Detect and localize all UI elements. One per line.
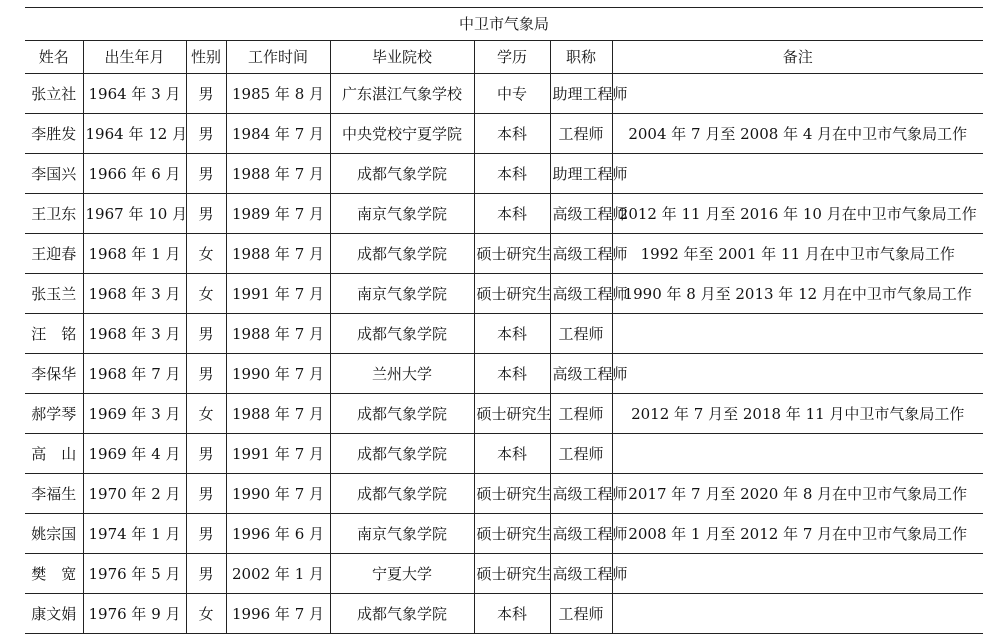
cell-gender: 女 [186,394,226,434]
table-row [25,514,983,554]
table-row [25,234,983,274]
cell-name: 姚宗国 [25,514,83,554]
cell-school: 成都气象学院 [330,314,474,354]
table-row [25,194,983,234]
cell-work-start: 2002 年 1 月 [226,554,330,594]
cell-name: 李国兴 [25,154,83,194]
cell-gender: 男 [186,354,226,394]
cell-school: 成都气象学院 [330,154,474,194]
cell-title: 工程师 [550,314,612,354]
cell-note [612,354,983,394]
cell-work-start: 1985 年 8 月 [226,74,330,114]
cell-name: 李保华 [25,354,83,394]
cell-title: 高级工程师 [550,274,612,314]
document-page [25,7,983,634]
cell-title: 工程师 [550,394,612,434]
cell-gender: 男 [186,434,226,474]
cell-name: 李福生 [25,474,83,514]
cell-note: 2004 年 7 月至 2008 年 4 月在中卫市气象局工作 [612,114,983,154]
cell-title: 助理工程师 [550,74,612,114]
cell-birth: 1968 年 1 月 [83,234,186,274]
cell-title: 工程师 [550,114,612,154]
cell-work-start: 1988 年 7 月 [226,314,330,354]
cell-school: 南京气象学院 [330,514,474,554]
cell-education: 中专 [474,74,550,114]
cell-gender: 男 [186,474,226,514]
table-row [25,114,983,154]
cell-school: 南京气象学院 [330,194,474,234]
table-caption-row [25,8,983,41]
cell-gender: 男 [186,154,226,194]
cell-title: 高级工程师 [550,354,612,394]
cell-name: 郝学琴 [25,394,83,434]
cell-work-start: 1989 年 7 月 [226,194,330,234]
table-row [25,554,983,594]
cell-school: 南京气象学院 [330,274,474,314]
table-row [25,394,983,434]
cell-note [612,154,983,194]
table-body [25,74,983,634]
cell-education: 硕士研究生 [474,274,550,314]
header-title: 职称 [550,41,612,74]
cell-birth: 1969 年 4 月 [83,434,186,474]
cell-name: 汪 铭 [25,314,83,354]
cell-gender: 女 [186,234,226,274]
cell-birth: 1968 年 3 月 [83,314,186,354]
cell-school: 中央党校宁夏学院 [330,114,474,154]
cell-birth: 1967 年 10 月 [83,194,186,234]
table-row [25,594,983,634]
table-row [25,474,983,514]
cell-birth: 1964 年 3 月 [83,74,186,114]
cell-note [612,434,983,474]
cell-name: 樊 宽 [25,554,83,594]
header-note: 备注 [612,41,983,74]
cell-education: 本科 [474,194,550,234]
header-birth: 出生年月 [83,41,186,74]
cell-note: 2012 年 7 月至 2018 年 11 月中卫市气象局工作 [612,394,983,434]
header-gender: 性别 [186,41,226,74]
cell-gender: 男 [186,554,226,594]
header-name: 姓名 [25,41,83,74]
cell-note [612,554,983,594]
header-work-start: 工作时间 [226,41,330,74]
cell-note: 2012 年 11 月至 2016 年 10 月在中卫市气象局工作 [612,194,983,234]
cell-name: 康文娟 [25,594,83,634]
cell-title: 高级工程师 [550,474,612,514]
cell-school: 广东湛江气象学校 [330,74,474,114]
cell-education: 本科 [474,434,550,474]
cell-education: 本科 [474,594,550,634]
cell-school: 成都气象学院 [330,434,474,474]
cell-education: 本科 [474,354,550,394]
cell-school: 宁夏大学 [330,554,474,594]
cell-birth: 1976 年 9 月 [83,594,186,634]
table-row [25,74,983,114]
header-education: 学历 [474,41,550,74]
cell-school: 成都气象学院 [330,474,474,514]
cell-work-start: 1990 年 7 月 [226,354,330,394]
table-header-row [25,41,983,74]
cell-work-start: 1988 年 7 月 [226,234,330,274]
cell-education: 硕士研究生 [474,474,550,514]
cell-work-start: 1991 年 7 月 [226,434,330,474]
cell-work-start: 1996 年 7 月 [226,594,330,634]
table-row [25,274,983,314]
cell-education: 硕士研究生 [474,554,550,594]
cell-school: 成都气象学院 [330,234,474,274]
cell-gender: 男 [186,314,226,354]
cell-name: 王卫东 [25,194,83,234]
cell-gender: 男 [186,514,226,554]
cell-education: 本科 [474,114,550,154]
cell-education: 本科 [474,314,550,354]
cell-note [612,74,983,114]
cell-name: 王迎春 [25,234,83,274]
cell-work-start: 1988 年 7 月 [226,154,330,194]
cell-gender: 男 [186,114,226,154]
cell-name: 张玉兰 [25,274,83,314]
cell-school: 成都气象学院 [330,594,474,634]
cell-education: 硕士研究生 [474,234,550,274]
cell-title: 高级工程师 [550,514,612,554]
cell-title: 高级工程师 [550,554,612,594]
cell-school: 兰州大学 [330,354,474,394]
cell-birth: 1968 年 3 月 [83,274,186,314]
cell-name: 张立社 [25,74,83,114]
cell-birth: 1974 年 1 月 [83,514,186,554]
cell-work-start: 1984 年 7 月 [226,114,330,154]
table-row [25,314,983,354]
cell-gender: 女 [186,594,226,634]
cell-title: 工程师 [550,594,612,634]
cell-note: 2017 年 7 月至 2020 年 8 月在中卫市气象局工作 [612,474,983,514]
staff-table [25,7,983,634]
cell-gender: 男 [186,194,226,234]
cell-note: 1992 年至 2001 年 11 月在中卫市气象局工作 [612,234,983,274]
cell-school: 成都气象学院 [330,394,474,434]
cell-work-start: 1991 年 7 月 [226,274,330,314]
table-row [25,434,983,474]
cell-name: 高 山 [25,434,83,474]
cell-work-start: 1996 年 6 月 [226,514,330,554]
cell-note: 1990 年 8 月至 2013 年 12 月在中卫市气象局工作 [612,274,983,314]
table-caption: 中卫市气象局 [25,8,983,41]
cell-birth: 1966 年 6 月 [83,154,186,194]
cell-title: 工程师 [550,434,612,474]
cell-work-start: 1990 年 7 月 [226,474,330,514]
cell-note: 2008 年 1 月至 2012 年 7 月在中卫市气象局工作 [612,514,983,554]
cell-gender: 男 [186,74,226,114]
table-row [25,354,983,394]
cell-note [612,594,983,634]
header-school: 毕业院校 [330,41,474,74]
cell-note [612,314,983,354]
cell-work-start: 1988 年 7 月 [226,394,330,434]
cell-title: 高级工程师 [550,194,612,234]
cell-name: 李胜发 [25,114,83,154]
cell-title: 助理工程师 [550,154,612,194]
cell-title: 高级工程师 [550,234,612,274]
cell-birth: 1968 年 7 月 [83,354,186,394]
cell-education: 本科 [474,154,550,194]
cell-gender: 女 [186,274,226,314]
cell-birth: 1976 年 5 月 [83,554,186,594]
cell-birth: 1964 年 12 月 [83,114,186,154]
cell-education: 硕士研究生 [474,394,550,434]
cell-birth: 1970 年 2 月 [83,474,186,514]
cell-education: 硕士研究生 [474,514,550,554]
table-row [25,154,983,194]
cell-birth: 1969 年 3 月 [83,394,186,434]
